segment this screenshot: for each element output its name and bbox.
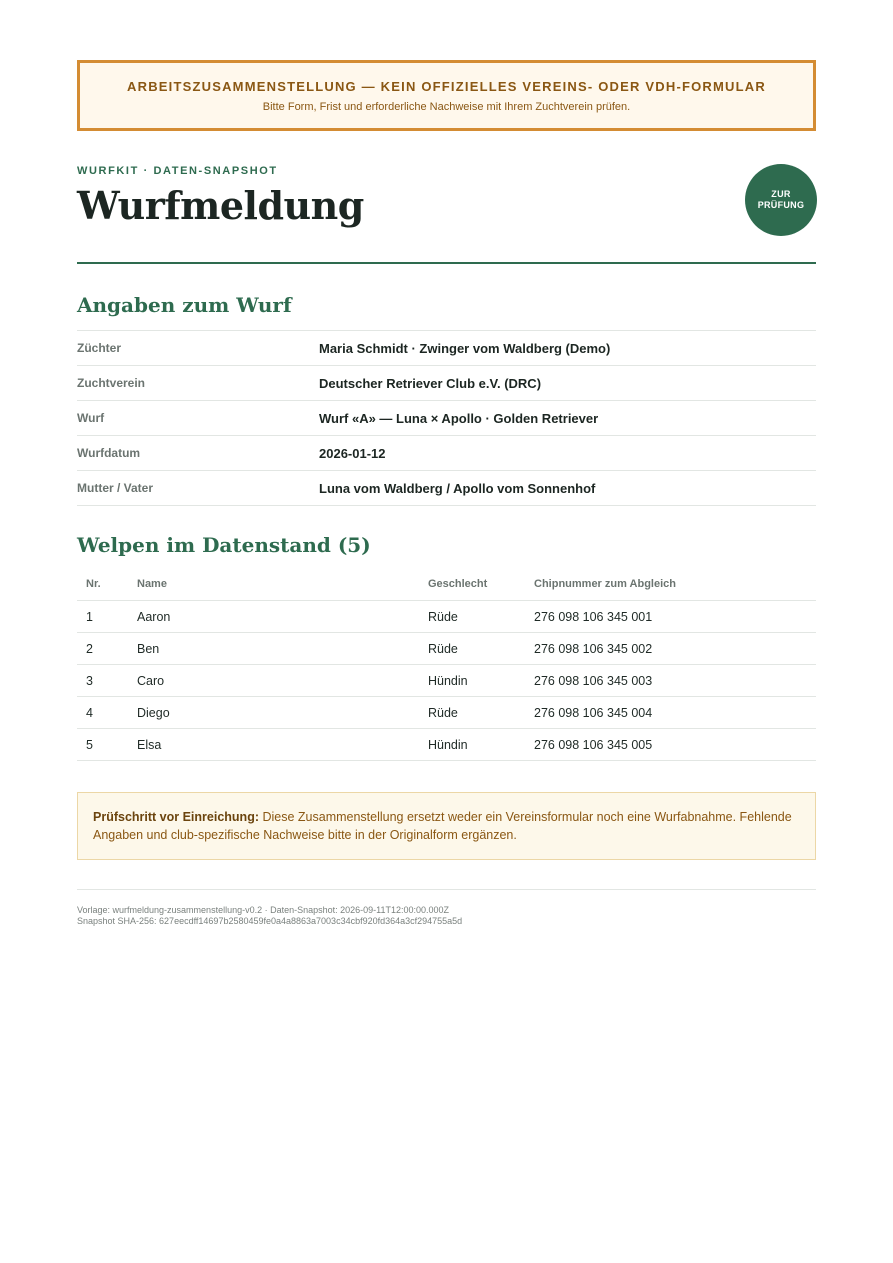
cell-chip: 276 098 106 345 005 [534,729,816,761]
cell-name: Diego [137,697,428,729]
detail-row [77,331,816,366]
cell-nr: 5 [77,729,137,761]
header-divider [77,262,816,264]
cell-nr: 2 [77,633,137,665]
review-status-badge [745,164,817,236]
column-header-name: Name [137,568,428,601]
puppies-table [77,568,816,761]
cell-nr: 4 [77,697,137,729]
cell-chip: 276 098 106 345 003 [534,665,816,697]
cell-name: Ben [137,633,428,665]
review-note-box [77,792,816,860]
review-note-text: Diese Zusammenstellung ersetzt weder ein Vereinsformular noch eine Wurfabnahme. Fehlende Angaben und club-spezifische Nachweise bitte in der Originalform ergänzen. [93,810,792,842]
footer-metadata [77,905,462,927]
cell-nr: 1 [77,601,137,633]
puppies-section-heading: Welpen im Datenstand (5) [77,533,371,557]
review-note-label: Prüfschritt vor Einreichung: [93,810,259,824]
cell-sex: Hündin [428,729,534,761]
column-header-nr: Nr. [77,568,137,601]
column-header-chip: Chipnummer zum Abgleich [534,568,816,601]
detail-row [77,401,816,436]
detail-label-litter: Wurf [77,411,105,425]
detail-row [77,471,816,506]
detail-value-club: Deutscher Retriever Club e.V. (DRC) [319,375,542,391]
detail-row [77,366,816,401]
detail-value-litter: Wurf «A» — Luna × Apollo · Golden Retriever [319,410,599,426]
table-header-row [77,568,816,601]
disclaimer-banner [77,60,816,131]
document-kicker: WURFKIT · DATEN-SNAPSHOT [77,165,278,177]
footer-divider [77,889,816,890]
detail-label-breeder: Züchter [77,341,122,355]
table-row [77,697,816,729]
cell-chip: 276 098 106 345 002 [534,633,816,665]
detail-row [77,436,816,471]
litter-details-list [77,330,816,506]
cell-name: Caro [137,665,428,697]
table-row [77,633,816,665]
badge-line-2: PRÜFUNG [757,200,805,210]
disclaimer-title: ARBEITSZUSAMMENSTELLUNG — KEIN OFFIZIELLES VEREINS- ODER VDH-FORMULAR [127,79,766,94]
cell-name: Elsa [137,729,428,761]
footer-hash-line: Snapshot SHA-256: 627eecdff14697b2580459fe0a4a8863a7003c34cbf920fd364a3cf294755a5d [77,916,463,926]
column-header-sex: Geschlecht [428,568,534,601]
cell-chip: 276 098 106 345 004 [534,697,816,729]
detail-label-parents: Mutter / Vater [77,481,154,495]
table-row [77,729,816,761]
cell-chip: 276 098 106 345 001 [534,601,816,633]
detail-value-breeder: Maria Schmidt · Zwinger vom Waldberg (Demo) [319,340,611,356]
cell-sex: Hündin [428,665,534,697]
detail-value-parents: Luna vom Waldberg / Apollo vom Sonnenhof [319,480,596,496]
disclaimer-subtitle: Bitte Form, Frist und erforderliche Nachweise mit Ihrem Zuchtverein prüfen. [262,101,631,113]
table-row [77,665,816,697]
detail-value-birth-date: 2026-01-12 [319,445,386,461]
cell-sex: Rüde [428,601,534,633]
page-title: Wurfmeldung [77,183,364,228]
cell-nr: 3 [77,665,137,697]
badge-line-1: ZUR [771,189,791,199]
cell-name: Aaron [137,601,428,633]
cell-sex: Rüde [428,697,534,729]
detail-label-club: Zuchtverein [77,376,146,390]
footer-template-line: Vorlage: wurfmeldung-zusammenstellung-v0.2 · Daten-Snapshot: 2026-09-11T12:00:00.000Z [77,905,450,915]
cell-sex: Rüde [428,633,534,665]
detail-label-birth-date: Wurfdatum [77,446,141,460]
litter-section-heading: Angaben zum Wurf [77,293,292,317]
table-row [77,601,816,633]
